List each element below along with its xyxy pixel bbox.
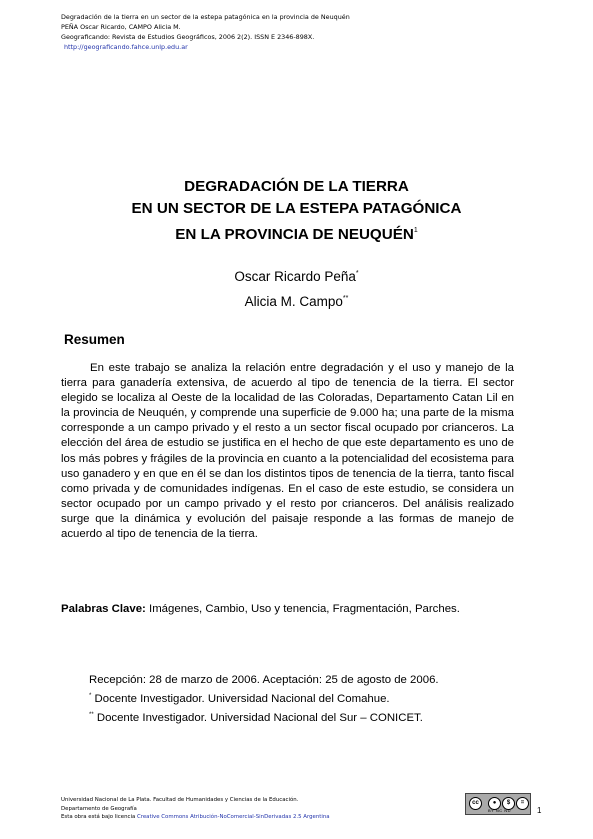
title-line-1: DEGRADACIÓN DE LA TIERRA (184, 178, 409, 195)
keywords (61, 602, 514, 617)
footnote-1-mark: * (89, 693, 92, 699)
title-line-2: EN UN SECTOR DE LA ESTEPA PATAGÓNICA (131, 200, 462, 217)
license-link[interactable]: Creative Commons Atribución-NoComercial-SinDerivadas 2.5 Argentina (136, 814, 330, 821)
author-2-name: Alicia M. Campo (244, 294, 343, 309)
header-authors: PEÑA Oscar Ricardo, CAMPO Alicia M. (61, 23, 181, 31)
keywords-text: Imágenes, Cambio, Uso y tenencia, Fragmentación, Parches. (149, 603, 460, 615)
title-footnote-mark: 1 (413, 227, 418, 234)
footer-department: Departamento de Geografía (61, 805, 137, 812)
article-title (60, 176, 533, 246)
author-1-name: Oscar Ricardo Peña (234, 269, 356, 284)
title-line-3 (60, 220, 533, 246)
page-footer (61, 796, 330, 822)
footnote-1 (89, 688, 439, 707)
cc-badge-label: BY NC ND (488, 808, 512, 813)
footer-university: Universidad Nacional de La Plata. Facultad de Humanidades y Ciencias de la Educación. (61, 797, 299, 803)
footnote-2 (89, 707, 439, 726)
running-header (61, 12, 350, 52)
author-2 (60, 288, 533, 313)
footnote-2-text: Docente Investigador. Universidad Nacional del Sur – CONICET. (96, 712, 423, 724)
author-list (60, 263, 533, 313)
title-line-3-text: EN LA PROVINCIA DE NEUQUÉN (175, 226, 414, 243)
cc-logo-icon: cc (469, 797, 482, 810)
page-number: 1 (537, 806, 542, 815)
header-journal: Geograficando: Revista de Estudios Geográficos, 2006 2(2). ISSN E 2346-898X. (61, 33, 315, 41)
footnote-1-text: Docente Investigador. Universidad Nacional del Comahue. (94, 693, 390, 705)
keywords-label: Palabras Clave: (61, 603, 146, 615)
author-1-mark: * (355, 270, 359, 277)
abstract-heading: Resumen (64, 332, 125, 347)
footer-license (61, 813, 330, 822)
noncommercial-icon: $ (502, 797, 515, 810)
noderivatives-icon: = (516, 797, 529, 810)
creative-commons-badge[interactable] (465, 793, 531, 815)
header-article-title: Degradación de la tierra en un sector de la estepa patagónica en la provincia de Neuquén (61, 13, 350, 21)
footnote-2-mark: ** (89, 712, 94, 718)
author-1 (60, 263, 533, 288)
footer-license-prefix: Esta obra está bajo licencia (61, 814, 136, 821)
abstract-text: En este trabajo se analiza la relación entre degradación y el uso y manejo de la tierra para ganadería extensiva, de acuerdo al tipo de tenencia de la tierra. El sector elegido se localiza al Oeste de la localidad de las Coloradas, Departamento Catan Lil en la provincia de Neuquén, y comprende una superficie de 9.000 ha; una parte de la misma corresponde a un campo privado y el resto a un sector fiscal ocupado por crianceros. La elección del área de estudio se justifica en el hecho de que este departamento es uno de los más pobres y frágiles de la provincia en cuanto a la potencialidad del ecosistema para uso ganadero y en que en él se dan los distintos tipos de tenencia de la tierra, tanto fiscal como privada y de comunidades indígenas. En el caso de este estudio, se considera un sector ocupado por un campo privado y el resto por crianceros. Del análisis realizado surge que la dinámica y evolución del paisaje responde a las formas de manejo de acuerdo al tipo de tenencia de la tierra. (61, 362, 514, 541)
attribution-icon: ● (488, 797, 501, 810)
author-2-mark: ** (342, 295, 349, 302)
header-journal-link[interactable]: http://geograficando.fahce.unlp.edu.ar (64, 43, 188, 51)
footnotes (89, 672, 439, 726)
received-dates: Recepción: 28 de marzo de 2006. Aceptación: 25 de agosto de 2006. (89, 674, 439, 686)
